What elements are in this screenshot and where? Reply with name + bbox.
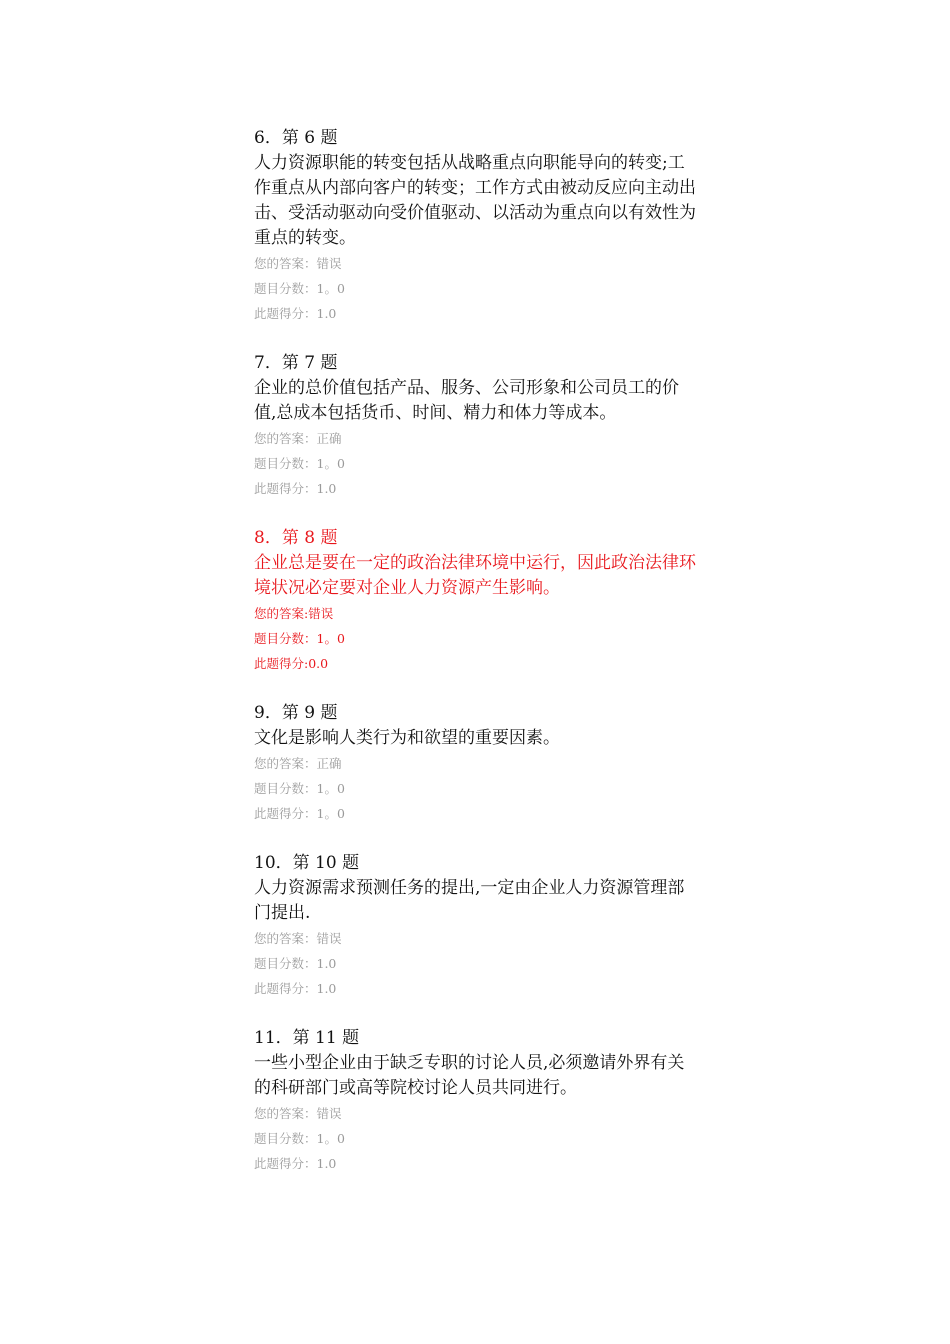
question-10 bbox=[254, 851, 704, 1001]
question-points: 题目分数：1。0 bbox=[254, 281, 345, 296]
question-title: 9．第 9 题 bbox=[254, 703, 338, 723]
question-title: 10．第 10 题 bbox=[254, 853, 360, 873]
question-points: 题目分数：1.0 bbox=[254, 956, 337, 971]
question-7 bbox=[254, 351, 704, 501]
question-text: 企业总是要在一定的政治法律环境中运行，因此政治法律环境状况必定要对企业人力资源产生影响。 bbox=[254, 553, 696, 598]
question-text: 人力资源需求预测任务的提出,一定由企业人力资源管理部门提出. bbox=[254, 878, 685, 923]
question-11 bbox=[254, 1026, 704, 1176]
question-points: 题目分数：1。0 bbox=[254, 631, 345, 646]
earned-points: 此题得分：1.0 bbox=[254, 481, 337, 496]
question-6 bbox=[254, 126, 704, 326]
quiz-results-page bbox=[254, 126, 704, 1201]
your-answer: 您的答案：正确 bbox=[254, 756, 342, 771]
earned-points: 此题得分:0.0 bbox=[254, 656, 329, 671]
question-title: 11．第 11 题 bbox=[254, 1028, 360, 1048]
question-9 bbox=[254, 701, 704, 826]
earned-points: 此题得分：1.0 bbox=[254, 306, 337, 321]
question-text: 企业的总价值包括产品、服务、公司形象和公司员工的价值,总成本包括货币、时间、精力和体力等成本。 bbox=[254, 378, 679, 423]
question-text: 人力资源职能的转变包括从战略重点向职能导向的转变;工作重点从内部向客户的转变；工作方式由被动反应向主动出击、受活动驱动向受价值驱动、以活动为重点向以有效性为重点的转变。 bbox=[254, 153, 696, 248]
question-title: 6．第 6 题 bbox=[254, 128, 338, 148]
earned-points: 此题得分：1。0 bbox=[254, 806, 345, 821]
question-title: 8．第 8 题 bbox=[254, 528, 338, 548]
question-text: 一些小型企业由于缺乏专职的讨论人员,必须邀请外界有关的科研部门或高等院校讨论人员共同进行。 bbox=[254, 1053, 685, 1098]
question-text: 文化是影响人类行为和欲望的重要因素。 bbox=[254, 728, 560, 748]
earned-points: 此题得分：1.0 bbox=[254, 1156, 337, 1171]
question-points: 题目分数：1。0 bbox=[254, 1131, 345, 1146]
your-answer: 您的答案：错误 bbox=[254, 256, 342, 271]
earned-points: 此题得分：1.0 bbox=[254, 981, 337, 996]
your-answer: 您的答案：错误 bbox=[254, 1106, 342, 1121]
your-answer: 您的答案：正确 bbox=[254, 431, 342, 446]
your-answer: 您的答案:错误 bbox=[254, 606, 334, 621]
question-title: 7．第 7 题 bbox=[254, 353, 338, 373]
question-points: 题目分数：1。0 bbox=[254, 781, 345, 796]
question-8 bbox=[254, 526, 704, 676]
question-points: 题目分数：1。0 bbox=[254, 456, 345, 471]
your-answer: 您的答案：错误 bbox=[254, 931, 342, 946]
